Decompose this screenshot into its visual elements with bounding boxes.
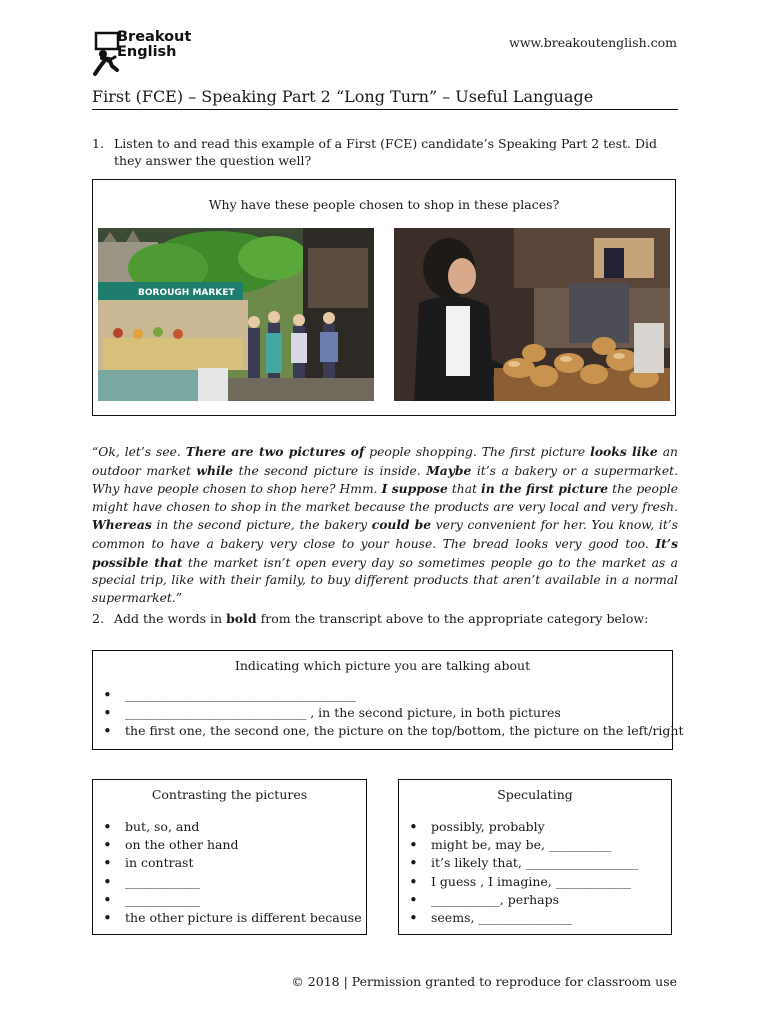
transcript-bold-phrase: There are two pictures of bbox=[185, 444, 365, 459]
list-item: • it’s likely that, __________________ bbox=[399, 854, 671, 872]
transcript-bold-phrase: Whereas bbox=[92, 517, 152, 533]
list-item: • but, so, and bbox=[93, 818, 366, 836]
list-item: • seems, _______________ bbox=[399, 909, 671, 927]
title-divider bbox=[92, 109, 678, 110]
contrasting-list bbox=[93, 818, 366, 927]
indicating-title: Indicating which picture you are talking about bbox=[234, 658, 531, 673]
transcript-bold-phrase: Maybe bbox=[426, 462, 472, 478]
list-item: • on the other hand bbox=[93, 836, 366, 854]
transcript-bold-phrase: looks like bbox=[590, 444, 658, 459]
transcript-text: “Ok, let’s see. bbox=[92, 445, 186, 459]
speculating-title: Speculating bbox=[497, 787, 573, 802]
list-item: • the first one, the second one, the picture on the top/bottom, the picture on the left/right bbox=[93, 722, 672, 740]
question-2-text-before: Add the words in bbox=[114, 611, 227, 626]
transcript-text: the people might have chosen to shop in the market because the products are very local and very fresh. bbox=[92, 482, 679, 514]
list-item: • I guess , I imagine, ____________ bbox=[399, 873, 671, 891]
list-item: • ___________, perhaps bbox=[399, 891, 671, 909]
picture-question: Why have these people chosen to shop in these places? bbox=[208, 197, 560, 212]
transcript-text: it’s a bakery or a supermarket. Why have people chosen to shop here? Hmm. bbox=[92, 463, 678, 497]
list-item: • ____________ bbox=[93, 873, 366, 891]
market-sign-text: BOROUGH MARKET bbox=[138, 288, 235, 298]
logo-wordmark bbox=[117, 30, 191, 60]
question-1 bbox=[92, 135, 678, 169]
contrasting-category-box bbox=[92, 779, 367, 935]
transcript-text: the market isn’t open every day so sometimes people go to the market as a special trip, like with their family, to buy different products that aren’t available in a normal supermarket.” bbox=[92, 555, 678, 605]
question-2-number: 2. bbox=[92, 611, 104, 626]
transcript-text: the second picture is inside. bbox=[233, 463, 427, 478]
question-2-text-bold: bold bbox=[226, 611, 257, 626]
picture-box bbox=[92, 179, 676, 416]
question-1-number: 1. bbox=[92, 136, 104, 151]
transcript-bold-phrase: I suppose bbox=[381, 481, 448, 497]
bakery-photo-illustration bbox=[394, 228, 670, 401]
transcript-text: very convenient for her. You know, it’s common to have a bakery very close to your house. The bread looks very good too. bbox=[92, 518, 678, 551]
speculating-list bbox=[399, 818, 671, 927]
site-url: www.breakoutenglish.com bbox=[509, 35, 677, 50]
market-photo-illustration bbox=[98, 228, 374, 401]
transcript-text: in the second picture, the bakery bbox=[151, 518, 372, 533]
footer-permission: © 2018 | Permission granted to reproduce for classroom use bbox=[291, 974, 677, 989]
transcript-bold-phrase: It’s possible that bbox=[92, 535, 678, 570]
contrasting-title: Contrasting the pictures bbox=[151, 787, 308, 802]
indicating-list bbox=[93, 686, 684, 741]
question-1-text: Listen to and read this example of a First (FCE) candidate’s Speaking Part 2 test. Did they answer the question well? bbox=[114, 136, 658, 168]
list-item: • _____________________________________ bbox=[93, 686, 672, 704]
question-2 bbox=[92, 610, 678, 627]
speculating-category-box bbox=[398, 779, 672, 935]
logo-line-2: English bbox=[117, 44, 177, 60]
breakout-english-logo bbox=[93, 30, 205, 76]
list-item: • ____________ bbox=[93, 891, 366, 909]
transcript-bold-phrase: in the first picture bbox=[481, 481, 609, 497]
candidate-transcript bbox=[92, 443, 678, 607]
transcript-bold-phrase: could be bbox=[371, 517, 432, 533]
market-photo bbox=[98, 228, 374, 401]
logo-line-1: Breakout bbox=[117, 29, 192, 45]
bakery-photo bbox=[394, 228, 670, 401]
list-item: • _____________________________ , in the second picture, in both pictures bbox=[93, 704, 672, 722]
transcript-text: an outdoor market bbox=[92, 445, 678, 478]
list-item: • the other picture is different because bbox=[93, 909, 366, 927]
transcript-text: that bbox=[447, 482, 482, 497]
question-2-text bbox=[114, 610, 678, 627]
transcript-text: people shopping. The first picture bbox=[364, 445, 591, 459]
indicating-category-box bbox=[92, 650, 684, 750]
transcript-bold-phrase: while bbox=[196, 462, 234, 478]
question-2-text-after: from the transcript above to the appropriate category below: bbox=[256, 611, 649, 626]
list-item: • possibly, probably bbox=[399, 818, 671, 836]
list-item: • might be, may be, __________ bbox=[399, 836, 671, 854]
list-item: • in contrast bbox=[93, 854, 366, 872]
page-title: First (FCE) – Speaking Part 2 “Long Turn” – Useful Language bbox=[92, 87, 594, 106]
